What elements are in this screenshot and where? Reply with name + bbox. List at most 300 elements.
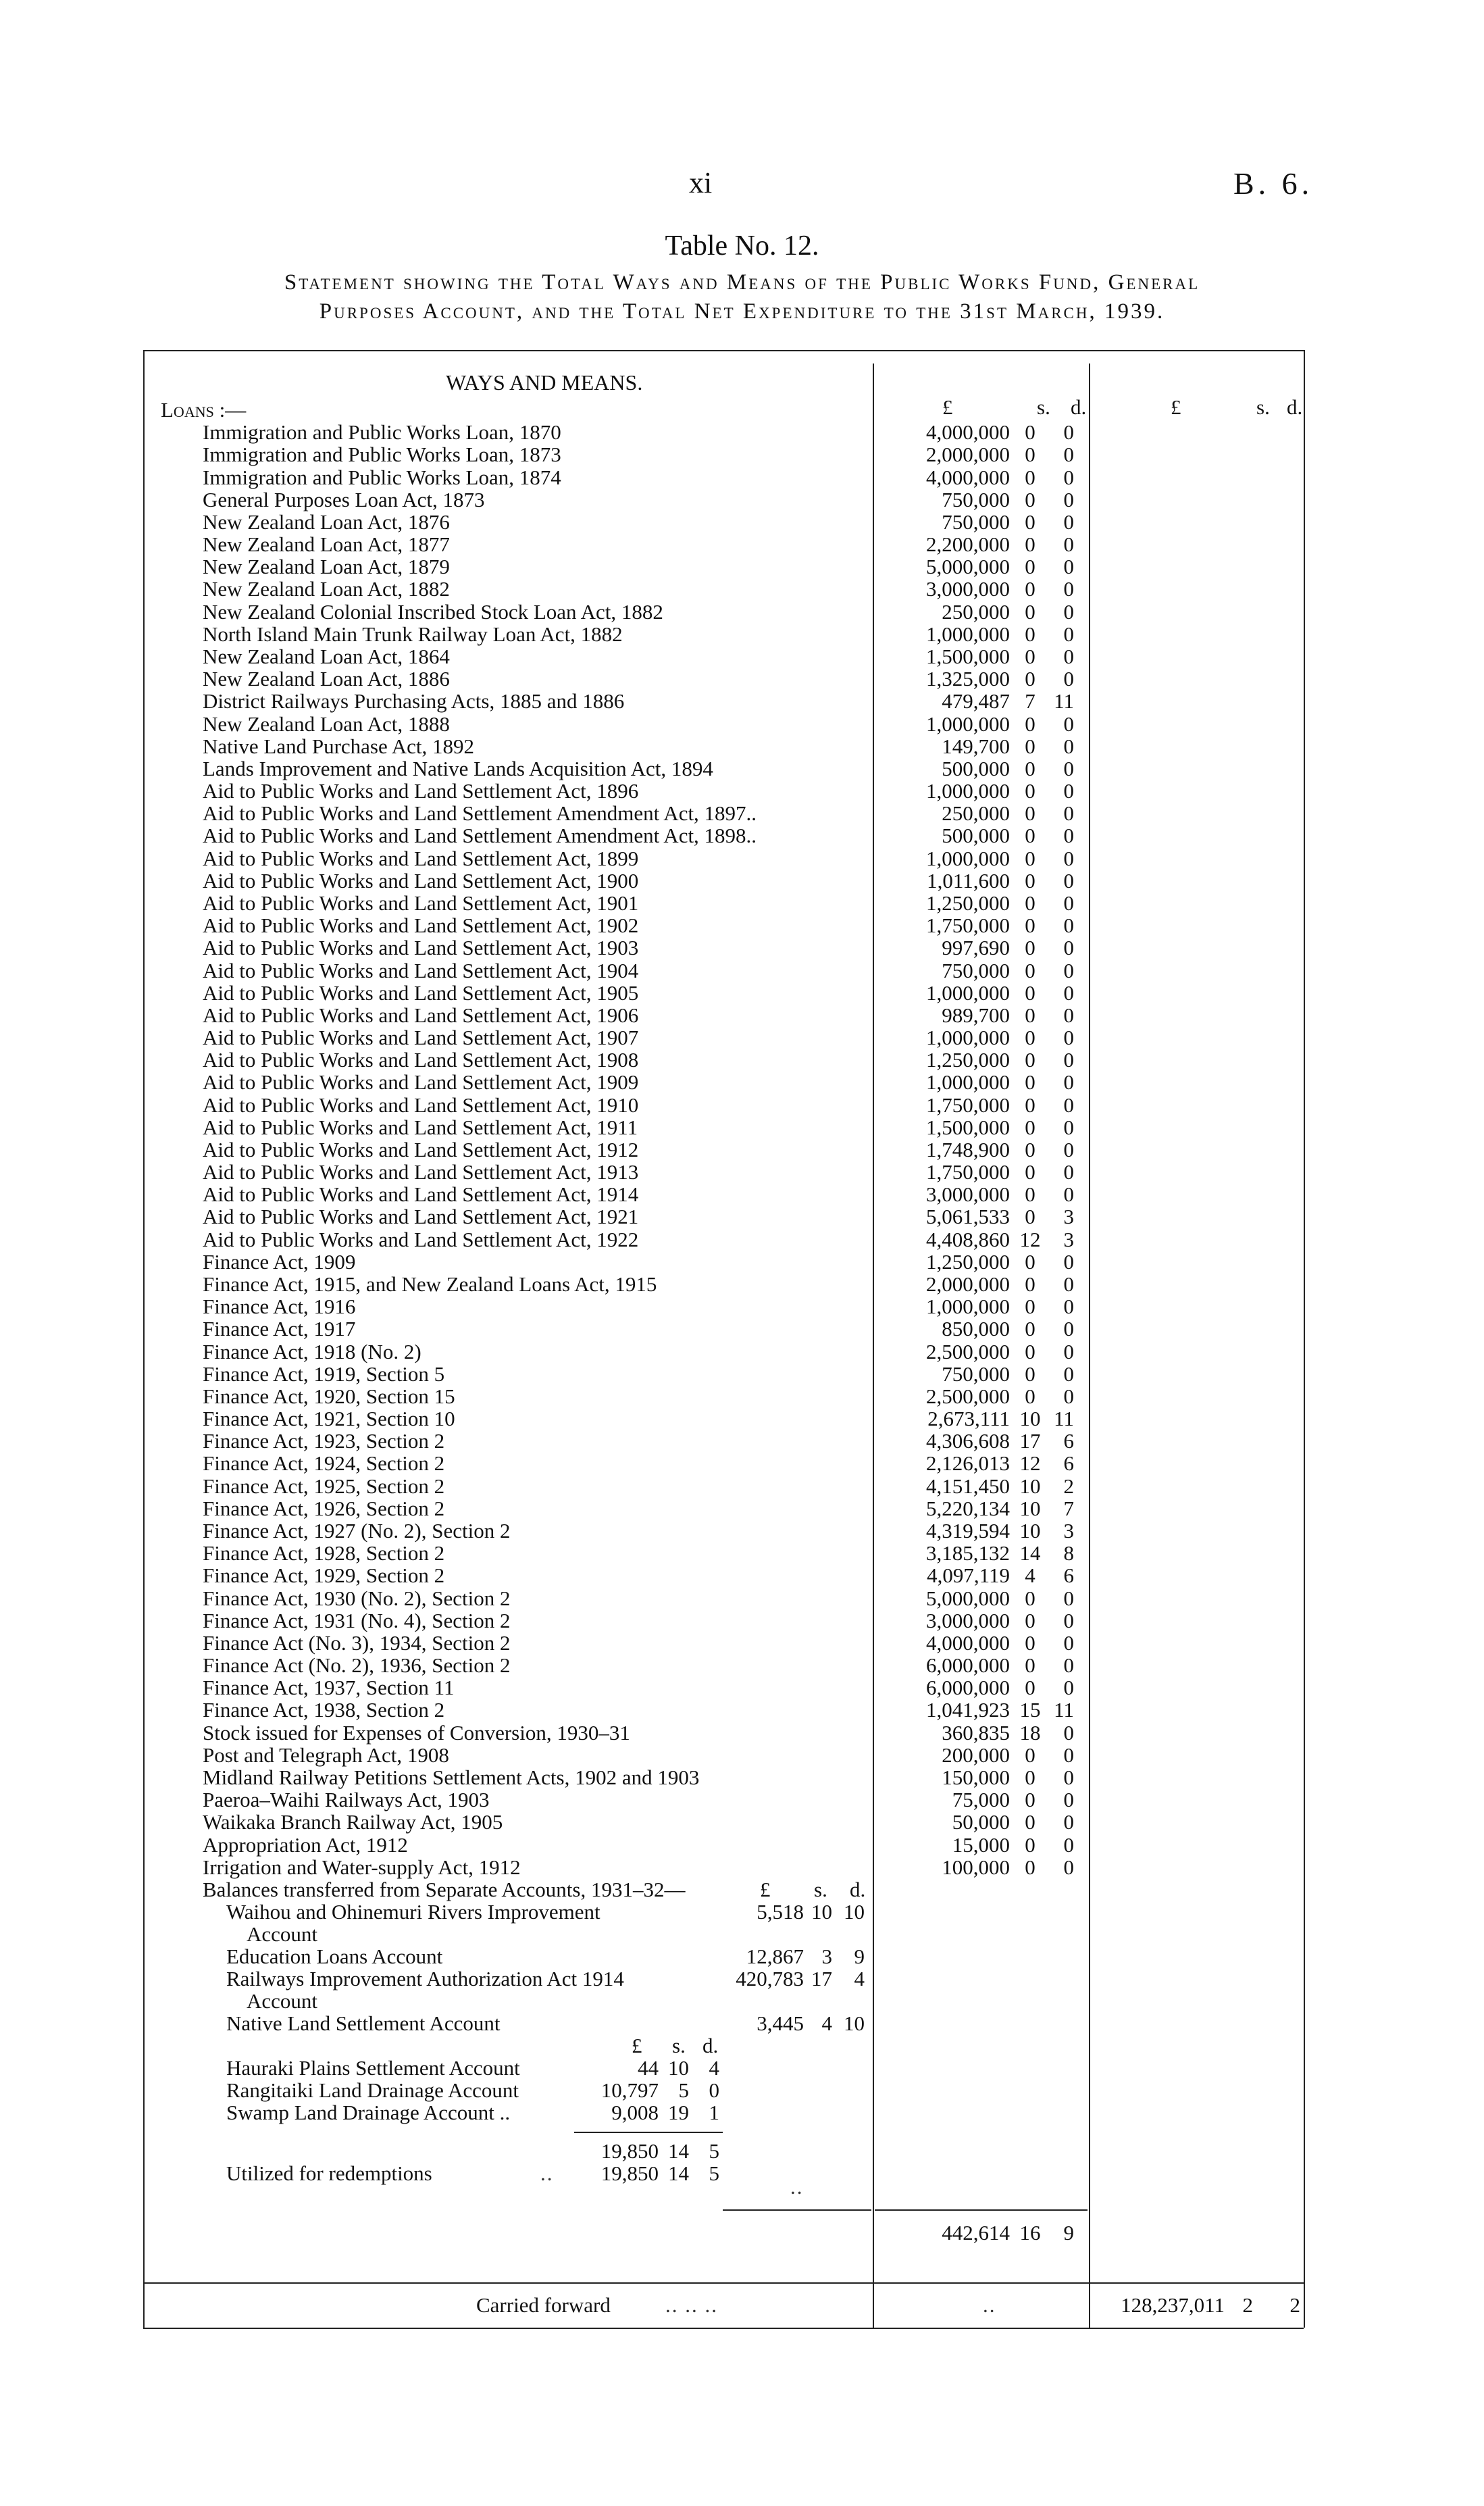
loan-pounds: 1,250,000 bbox=[926, 891, 1010, 915]
loan-pence: 0 bbox=[1063, 667, 1074, 691]
loan-shillings: 0 bbox=[1025, 1070, 1035, 1094]
loan-shillings: 0 bbox=[1025, 1205, 1035, 1228]
loan-label: Finance Act, 1915, and New Zealand Loans Act, 1915 bbox=[203, 1272, 657, 1296]
loan-label: New Zealand Colonial Inscribed Stock Loan Act, 1882 bbox=[203, 600, 663, 624]
loan-pounds: 3,000,000 bbox=[926, 577, 1010, 601]
loan-shillings: 0 bbox=[1025, 824, 1035, 847]
loan-pounds: 3,000,000 bbox=[926, 1182, 1010, 1206]
loan-pounds: 250,000 bbox=[942, 801, 1010, 825]
loan-shillings: 0 bbox=[1025, 757, 1035, 780]
loan-label: Finance Act, 1917 bbox=[203, 1317, 356, 1340]
loan-label: New Zealand Loan Act, 1879 bbox=[203, 555, 450, 578]
loan-pounds: 75,000 bbox=[952, 1788, 1010, 1811]
balance-item-pence: 10 bbox=[844, 1900, 865, 1924]
loan-pounds: 1,750,000 bbox=[926, 1160, 1010, 1184]
loan-shillings: 0 bbox=[1025, 1093, 1035, 1117]
loan-label: Finance Act (No. 2), 1936, Section 2 bbox=[203, 1653, 511, 1677]
loan-pounds: 1,011,600 bbox=[927, 869, 1010, 893]
loan-label: Aid to Public Works and Land Settlement Amendment Act, 1897.. bbox=[203, 801, 757, 825]
redemptions-pounds: 19,850 bbox=[600, 2161, 659, 2185]
loan-label: New Zealand Loan Act, 1877 bbox=[203, 532, 450, 556]
balance-item-pounds: 12,867 bbox=[746, 1945, 804, 1968]
balance-item-label: Native Land Settlement Account bbox=[226, 2011, 501, 2035]
balance-item-label-cont: Account bbox=[247, 1922, 318, 1946]
loan-pounds: 750,000 bbox=[942, 959, 1010, 982]
loan-pence: 0 bbox=[1063, 1788, 1074, 1811]
loan-label: Aid to Public Works and Land Settlement Act, 1904 bbox=[203, 959, 639, 982]
loan-pounds: 1,250,000 bbox=[926, 1048, 1010, 1072]
sub-item-pounds: 9,008 bbox=[611, 2101, 659, 2124]
loan-pence: 0 bbox=[1063, 645, 1074, 668]
loan-label: Aid to Public Works and Land Settlement Act, 1922 bbox=[203, 1228, 639, 1251]
loan-label: Finance Act, 1921, Section 10 bbox=[203, 1407, 455, 1430]
loan-pounds: 2,000,000 bbox=[926, 443, 1010, 466]
loan-label: Aid to Public Works and Land Settlement Act, 1921 bbox=[203, 1205, 639, 1228]
loan-shillings: 0 bbox=[1025, 1788, 1035, 1811]
loan-pounds: 1,750,000 bbox=[926, 913, 1010, 937]
loan-pence: 0 bbox=[1063, 1295, 1074, 1318]
loan-shillings: 0 bbox=[1025, 779, 1035, 803]
sub-total-rule bbox=[574, 2132, 723, 2133]
loan-pounds: 1,000,000 bbox=[926, 847, 1010, 870]
loan-pounds: 4,408,860 bbox=[926, 1228, 1010, 1251]
loan-pounds: 2,500,000 bbox=[926, 1340, 1010, 1363]
loan-label: Finance Act, 1925, Section 2 bbox=[203, 1474, 445, 1498]
loan-pounds: 4,000,000 bbox=[926, 420, 1010, 444]
loan-shillings: 0 bbox=[1025, 443, 1035, 466]
loan-pence: 0 bbox=[1063, 824, 1074, 847]
loan-pence: 0 bbox=[1063, 913, 1074, 937]
loan-pounds: 750,000 bbox=[942, 510, 1010, 534]
loan-pounds: 6,000,000 bbox=[926, 1676, 1010, 1699]
loan-shillings: 0 bbox=[1025, 532, 1035, 556]
loan-pence: 0 bbox=[1063, 981, 1074, 1005]
loan-pence: 0 bbox=[1063, 936, 1074, 959]
loan-shillings: 0 bbox=[1025, 555, 1035, 578]
loan-label: Aid to Public Works and Land Settlement Act, 1907 bbox=[203, 1026, 639, 1049]
column-divider-a bbox=[873, 364, 874, 2328]
table-subtitle-line-1: Statement showing the Total Ways and Means of the Public Works Fund, General bbox=[284, 270, 1200, 295]
loan-pounds: 500,000 bbox=[942, 824, 1010, 847]
loan-pounds: 250,000 bbox=[942, 600, 1010, 624]
carried-forward-rule bbox=[143, 2282, 1304, 2284]
sub-shilling-header: s. bbox=[672, 2034, 686, 2057]
loan-pounds: 50,000 bbox=[952, 1810, 1010, 1834]
loans-label: Loans :— bbox=[161, 398, 247, 422]
loan-label: Finance Act, 1923, Section 2 bbox=[203, 1429, 445, 1453]
loan-label: New Zealand Loan Act, 1864 bbox=[203, 645, 450, 668]
loan-shillings: 0 bbox=[1025, 645, 1035, 668]
loan-pence: 0 bbox=[1063, 1676, 1074, 1699]
loan-pounds: 1,000,000 bbox=[926, 981, 1010, 1005]
loan-label: Paeroa–Waihi Railways Act, 1903 bbox=[203, 1788, 490, 1811]
loan-label: Native Land Purchase Act, 1892 bbox=[203, 734, 475, 758]
loan-shillings: 0 bbox=[1025, 801, 1035, 825]
loan-pence: 0 bbox=[1063, 1138, 1074, 1161]
loan-label: Finance Act, 1930 (No. 2), Section 2 bbox=[203, 1586, 511, 1610]
loan-pounds: 1,325,000 bbox=[926, 667, 1010, 691]
loan-shillings: 15 bbox=[1019, 1698, 1041, 1722]
loan-pence: 0 bbox=[1063, 1070, 1074, 1094]
loan-pence: 0 bbox=[1063, 622, 1074, 646]
loan-label: Midland Railway Petitions Settlement Acts, 1902 and 1903 bbox=[203, 1765, 700, 1789]
loan-pence: 0 bbox=[1063, 488, 1074, 511]
table-top-border bbox=[143, 350, 1304, 351]
loan-label: Irrigation and Water-supply Act, 1912 bbox=[203, 1855, 521, 1879]
loan-pounds: 1,000,000 bbox=[926, 1295, 1010, 1318]
loan-pounds: 2,500,000 bbox=[926, 1384, 1010, 1408]
loan-shillings: 0 bbox=[1025, 600, 1035, 624]
loan-label: Immigration and Public Works Loan, 1873 bbox=[203, 443, 561, 466]
loan-shillings: 0 bbox=[1025, 891, 1035, 915]
balance-item-label: Education Loans Account bbox=[226, 1945, 443, 1968]
balance-item-label: Waihou and Ohinemuri Rivers Improvement bbox=[226, 1900, 600, 1924]
redemptions-pence: 5 bbox=[709, 2161, 719, 2185]
loan-label: General Purposes Loan Act, 1873 bbox=[203, 488, 485, 511]
loans-total-rule bbox=[875, 2209, 1088, 2211]
sub-item-pence: 0 bbox=[709, 2078, 719, 2102]
loan-pence: 0 bbox=[1063, 1586, 1074, 1610]
table-title: Table No. 12. bbox=[665, 230, 819, 261]
loan-shillings: 0 bbox=[1025, 1250, 1035, 1274]
loan-pounds: 2,200,000 bbox=[926, 532, 1010, 556]
balances-total-rule bbox=[723, 2209, 871, 2211]
loan-pence: 0 bbox=[1063, 1116, 1074, 1139]
carried-forward-leader: .. .. .. bbox=[665, 2293, 718, 2317]
carried-forward-pence: 2 bbox=[1289, 2293, 1300, 2317]
loan-shillings: 0 bbox=[1025, 1833, 1035, 1857]
loan-shillings: 0 bbox=[1025, 1340, 1035, 1363]
loan-pounds: 4,000,000 bbox=[926, 1631, 1010, 1655]
loan-pounds: 4,306,608 bbox=[926, 1429, 1010, 1453]
loan-pence: 11 bbox=[1054, 1407, 1074, 1430]
loan-shillings: 0 bbox=[1025, 466, 1035, 489]
loan-label: Finance Act, 1916 bbox=[203, 1295, 356, 1318]
loan-pounds: 1,250,000 bbox=[926, 1250, 1010, 1274]
loan-pence: 0 bbox=[1063, 1743, 1074, 1767]
loan-pence: 6 bbox=[1063, 1429, 1074, 1453]
loan-shillings: 0 bbox=[1025, 1295, 1035, 1318]
loan-label: Lands Improvement and Native Lands Acquisition Act, 1894 bbox=[203, 757, 713, 780]
loan-shillings: 0 bbox=[1025, 622, 1035, 646]
loan-pounds: 3,000,000 bbox=[926, 1609, 1010, 1632]
balance-item-label-cont: Account bbox=[247, 1989, 318, 2013]
loan-label: Aid to Public Works and Land Settlement Act, 1914 bbox=[203, 1182, 639, 1206]
loan-pounds: 5,000,000 bbox=[926, 1586, 1010, 1610]
loan-shillings: 10 bbox=[1019, 1497, 1041, 1520]
loan-shillings: 10 bbox=[1019, 1474, 1041, 1498]
loan-label: Finance Act (No. 3), 1934, Section 2 bbox=[203, 1631, 511, 1655]
loan-pounds: 2,126,013 bbox=[926, 1451, 1010, 1475]
loan-pence: 0 bbox=[1063, 1272, 1074, 1296]
loan-shillings: 14 bbox=[1019, 1541, 1041, 1565]
loan-label: Finance Act, 1926, Section 2 bbox=[203, 1497, 445, 1520]
pound-header-b: £ bbox=[1171, 395, 1181, 419]
loan-label: Finance Act, 1937, Section 11 bbox=[203, 1676, 455, 1699]
loan-label: New Zealand Loan Act, 1876 bbox=[203, 510, 450, 534]
balance-item-label: Railways Improvement Authorization Act 1914 bbox=[226, 1967, 624, 1990]
loan-shillings: 0 bbox=[1025, 1116, 1035, 1139]
loan-pence: 0 bbox=[1063, 532, 1074, 556]
loan-label: Appropriation Act, 1912 bbox=[203, 1833, 408, 1857]
loan-shillings: 4 bbox=[1025, 1563, 1035, 1587]
sub-item-shillings: 10 bbox=[668, 2056, 689, 2080]
balance-leader: .. bbox=[790, 2175, 804, 2199]
carried-forward-label: Carried forward bbox=[476, 2293, 611, 2317]
loan-label: Aid to Public Works and Land Settlement Act, 1896 bbox=[203, 779, 639, 803]
loan-shillings: 0 bbox=[1025, 1160, 1035, 1184]
loan-pence: 0 bbox=[1063, 1833, 1074, 1857]
loan-pence: 3 bbox=[1063, 1228, 1074, 1251]
loan-shillings: 0 bbox=[1025, 869, 1035, 893]
loan-shillings: 17 bbox=[1019, 1429, 1041, 1453]
loan-pounds: 850,000 bbox=[942, 1317, 1010, 1340]
carried-forward-shillings: 2 bbox=[1242, 2293, 1253, 2317]
loan-label: Finance Act, 1920, Section 15 bbox=[203, 1384, 455, 1408]
sub-item-pounds: 44 bbox=[638, 2056, 659, 2080]
loan-shillings: 0 bbox=[1025, 1362, 1035, 1386]
loan-label: Finance Act, 1909 bbox=[203, 1250, 356, 1274]
loan-pence: 0 bbox=[1063, 712, 1074, 736]
loan-label: New Zealand Loan Act, 1886 bbox=[203, 667, 450, 691]
loan-shillings: 0 bbox=[1025, 1609, 1035, 1632]
loan-label: Finance Act, 1928, Section 2 bbox=[203, 1541, 445, 1565]
loan-label: Stock issued for Expenses of Conversion, 1930–31 bbox=[203, 1721, 630, 1745]
loan-pounds: 1,041,923 bbox=[926, 1698, 1010, 1722]
sub-pence-header: d. bbox=[702, 2034, 719, 2057]
loan-label: Aid to Public Works and Land Settlement Act, 1900 bbox=[203, 869, 639, 893]
loan-pounds: 2,673,111 bbox=[927, 1407, 1010, 1430]
loan-label: Finance Act, 1929, Section 2 bbox=[203, 1563, 445, 1587]
balance-item-pounds: 3,445 bbox=[757, 2011, 804, 2035]
loan-pounds: 1,750,000 bbox=[926, 1093, 1010, 1117]
loan-shillings: 0 bbox=[1025, 1631, 1035, 1655]
loan-pounds: 750,000 bbox=[942, 488, 1010, 511]
loan-pence: 0 bbox=[1063, 1855, 1074, 1879]
loan-pence: 0 bbox=[1063, 847, 1074, 870]
loan-pence: 0 bbox=[1063, 1810, 1074, 1834]
loan-label: Finance Act, 1919, Section 5 bbox=[203, 1362, 445, 1386]
loan-label: Aid to Public Works and Land Settlement Act, 1903 bbox=[203, 936, 639, 959]
loan-pence: 11 bbox=[1054, 1698, 1074, 1722]
loan-pence: 7 bbox=[1063, 1497, 1074, 1520]
loan-shillings: 0 bbox=[1025, 667, 1035, 691]
loan-pounds: 989,700 bbox=[942, 1003, 1010, 1027]
balance-item-shillings: 17 bbox=[811, 1967, 832, 1990]
loan-pence: 0 bbox=[1063, 1631, 1074, 1655]
loan-shillings: 0 bbox=[1025, 1810, 1035, 1834]
loan-pence: 0 bbox=[1063, 510, 1074, 534]
loans-total-pounds: 442,614 bbox=[942, 2221, 1010, 2245]
loan-shillings: 12 bbox=[1019, 1451, 1041, 1475]
loan-label: Aid to Public Works and Land Settlement Act, 1899 bbox=[203, 847, 639, 870]
loan-label: Waikaka Branch Railway Act, 1905 bbox=[203, 1810, 503, 1834]
loan-pounds: 15,000 bbox=[952, 1833, 1010, 1857]
pence-header-b: d. bbox=[1287, 395, 1303, 419]
loan-pounds: 100,000 bbox=[942, 1855, 1010, 1879]
loan-shillings: 0 bbox=[1025, 1048, 1035, 1072]
loan-pounds: 150,000 bbox=[942, 1765, 1010, 1789]
loan-shillings: 0 bbox=[1025, 913, 1035, 937]
loan-pence: 0 bbox=[1063, 600, 1074, 624]
loan-pounds: 479,487 bbox=[942, 689, 1010, 713]
loan-label: Aid to Public Works and Land Settlement Act, 1906 bbox=[203, 1003, 639, 1027]
loan-shillings: 0 bbox=[1025, 420, 1035, 444]
loan-label: Aid to Public Works and Land Settlement Act, 1911 bbox=[203, 1116, 638, 1139]
balances-pence-header: d. bbox=[850, 1878, 866, 1901]
pence-header-a: d. bbox=[1071, 395, 1087, 419]
loan-shillings: 0 bbox=[1025, 1182, 1035, 1206]
loan-pounds: 4,151,450 bbox=[926, 1474, 1010, 1498]
loan-label: Post and Telegraph Act, 1908 bbox=[203, 1743, 449, 1767]
loan-label: Finance Act, 1924, Section 2 bbox=[203, 1451, 445, 1475]
loan-pounds: 5,000,000 bbox=[926, 555, 1010, 578]
loan-shillings: 18 bbox=[1019, 1721, 1041, 1745]
loan-pence: 2 bbox=[1063, 1474, 1074, 1498]
sub-total-pence: 5 bbox=[709, 2139, 719, 2163]
loans-total-pence: 9 bbox=[1063, 2221, 1074, 2245]
loan-pence: 11 bbox=[1054, 689, 1074, 713]
loan-shillings: 0 bbox=[1025, 1138, 1035, 1161]
loan-pence: 0 bbox=[1063, 1765, 1074, 1789]
loan-pounds: 5,061,533 bbox=[926, 1205, 1010, 1228]
loan-label: New Zealand Loan Act, 1888 bbox=[203, 712, 450, 736]
loan-pounds: 360,835 bbox=[942, 1721, 1010, 1745]
redemptions-shillings: 14 bbox=[668, 2161, 689, 2185]
loan-pence: 0 bbox=[1063, 891, 1074, 915]
loan-pence: 0 bbox=[1063, 757, 1074, 780]
loan-shillings: 0 bbox=[1025, 1586, 1035, 1610]
balances-heading: Balances transferred from Separate Accounts, 1931–32— bbox=[203, 1878, 686, 1901]
loan-pence: 0 bbox=[1063, 1048, 1074, 1072]
loan-shillings: 0 bbox=[1025, 712, 1035, 736]
loan-pence: 3 bbox=[1063, 1519, 1074, 1543]
loan-pounds: 3,185,132 bbox=[926, 1541, 1010, 1565]
loan-label: Aid to Public Works and Land Settlement Act, 1912 bbox=[203, 1138, 639, 1161]
table-subtitle-line-2: Purposes Account, and the Total Net Expenditure to the 31st March, 1939. bbox=[319, 299, 1165, 324]
loan-pence: 0 bbox=[1063, 869, 1074, 893]
sub-item-pounds: 10,797 bbox=[600, 2078, 659, 2102]
sub-total-pounds: 19,850 bbox=[600, 2139, 659, 2163]
loan-pounds: 149,700 bbox=[942, 734, 1010, 758]
redemptions-leader: .. bbox=[540, 2161, 554, 2185]
loan-shillings: 0 bbox=[1025, 577, 1035, 601]
table-left-border bbox=[143, 350, 145, 2328]
sub-item-shillings: 19 bbox=[668, 2101, 689, 2124]
loan-shillings: 0 bbox=[1025, 1676, 1035, 1699]
loan-pence: 0 bbox=[1063, 466, 1074, 489]
redemptions-label: Utilized for redemptions bbox=[226, 2161, 432, 2185]
loan-pounds: 1,000,000 bbox=[926, 1026, 1010, 1049]
loan-pounds: 1,000,000 bbox=[926, 712, 1010, 736]
carried-forward-pounds: 128,237,011 bbox=[1121, 2293, 1225, 2317]
balance-item-shillings: 10 bbox=[811, 1900, 832, 1924]
loan-shillings: 0 bbox=[1025, 1855, 1035, 1879]
loan-label: Finance Act, 1927 (No. 2), Section 2 bbox=[203, 1519, 511, 1543]
sub-item-label: Hauraki Plains Settlement Account bbox=[226, 2056, 520, 2080]
loan-shillings: 0 bbox=[1025, 1003, 1035, 1027]
loan-pounds: 1,748,900 bbox=[926, 1138, 1010, 1161]
loan-pence: 0 bbox=[1063, 420, 1074, 444]
loan-shillings: 0 bbox=[1025, 981, 1035, 1005]
balance-item-pence: 9 bbox=[854, 1945, 865, 1968]
loan-pounds: 500,000 bbox=[942, 757, 1010, 780]
loan-label: Aid to Public Works and Land Settlement Act, 1902 bbox=[203, 913, 639, 937]
loan-pence: 0 bbox=[1063, 959, 1074, 982]
balance-item-pounds: 5,518 bbox=[757, 1900, 804, 1924]
sub-item-pence: 1 bbox=[709, 2101, 719, 2124]
loan-label: Aid to Public Works and Land Settlement Act, 1910 bbox=[203, 1093, 639, 1117]
loan-pence: 0 bbox=[1063, 734, 1074, 758]
loan-label: Aid to Public Works and Land Settlement Act, 1913 bbox=[203, 1160, 639, 1184]
sub-total-shillings: 14 bbox=[668, 2139, 689, 2163]
loan-pence: 0 bbox=[1063, 801, 1074, 825]
loan-shillings: 10 bbox=[1019, 1407, 1041, 1430]
carried-forward-leader-a: .. bbox=[983, 2293, 996, 2317]
loan-shillings: 0 bbox=[1025, 1765, 1035, 1789]
loan-pounds: 5,220,134 bbox=[926, 1497, 1010, 1520]
loan-pence: 0 bbox=[1063, 1609, 1074, 1632]
loan-label: Immigration and Public Works Loan, 1870 bbox=[203, 420, 561, 444]
loan-pence: 8 bbox=[1063, 1541, 1074, 1565]
loan-shillings: 0 bbox=[1025, 1317, 1035, 1340]
sub-item-pence: 4 bbox=[709, 2056, 719, 2080]
loan-pence: 0 bbox=[1063, 1317, 1074, 1340]
loan-shillings: 0 bbox=[1025, 1026, 1035, 1049]
shilling-header-b: s. bbox=[1256, 395, 1270, 419]
loan-pounds: 997,690 bbox=[942, 936, 1010, 959]
loan-shillings: 0 bbox=[1025, 936, 1035, 959]
loan-label: Aid to Public Works and Land Settlement Amendment Act, 1898.. bbox=[203, 824, 757, 847]
loan-label: Aid to Public Works and Land Settlement Act, 1909 bbox=[203, 1070, 639, 1094]
page-number: xi bbox=[689, 166, 713, 199]
loan-label: Finance Act, 1931 (No. 4), Section 2 bbox=[203, 1609, 511, 1632]
loan-pence: 0 bbox=[1063, 1182, 1074, 1206]
loan-pounds: 750,000 bbox=[942, 1362, 1010, 1386]
loan-pence: 0 bbox=[1063, 1384, 1074, 1408]
balance-item-pounds: 420,783 bbox=[736, 1967, 804, 1990]
loan-pence: 0 bbox=[1063, 1160, 1074, 1184]
loan-shillings: 10 bbox=[1019, 1519, 1041, 1543]
balances-pound-header: £ bbox=[760, 1878, 771, 1901]
loan-shillings: 0 bbox=[1025, 1653, 1035, 1677]
loan-pence: 0 bbox=[1063, 443, 1074, 466]
loan-pounds: 200,000 bbox=[942, 1743, 1010, 1767]
balance-item-shillings: 3 bbox=[821, 1945, 832, 1968]
document-reference: B. 6. bbox=[1233, 166, 1314, 201]
loan-label: District Railways Purchasing Acts, 1885 and 1886 bbox=[203, 689, 625, 713]
loan-shillings: 0 bbox=[1025, 1272, 1035, 1296]
loan-pence: 0 bbox=[1063, 1093, 1074, 1117]
loan-pence: 0 bbox=[1063, 1721, 1074, 1745]
loan-pounds: 4,097,119 bbox=[927, 1563, 1010, 1587]
loan-pounds: 2,000,000 bbox=[926, 1272, 1010, 1296]
loan-pence: 6 bbox=[1063, 1451, 1074, 1475]
sub-pound-header: £ bbox=[632, 2034, 642, 2057]
loan-shillings: 0 bbox=[1025, 488, 1035, 511]
loan-shillings: 0 bbox=[1025, 847, 1035, 870]
loan-pence: 0 bbox=[1063, 555, 1074, 578]
balances-shilling-header: s. bbox=[814, 1878, 827, 1901]
shilling-header-a: s. bbox=[1037, 395, 1050, 419]
loans-total-shillings: 16 bbox=[1019, 2221, 1041, 2245]
balance-item-pence: 10 bbox=[844, 2011, 865, 2035]
loan-pence: 0 bbox=[1063, 779, 1074, 803]
loan-pence: 0 bbox=[1063, 1362, 1074, 1386]
loan-label: Finance Act, 1938, Section 2 bbox=[203, 1698, 445, 1722]
loan-shillings: 0 bbox=[1025, 959, 1035, 982]
pound-header-a: £ bbox=[942, 395, 953, 419]
